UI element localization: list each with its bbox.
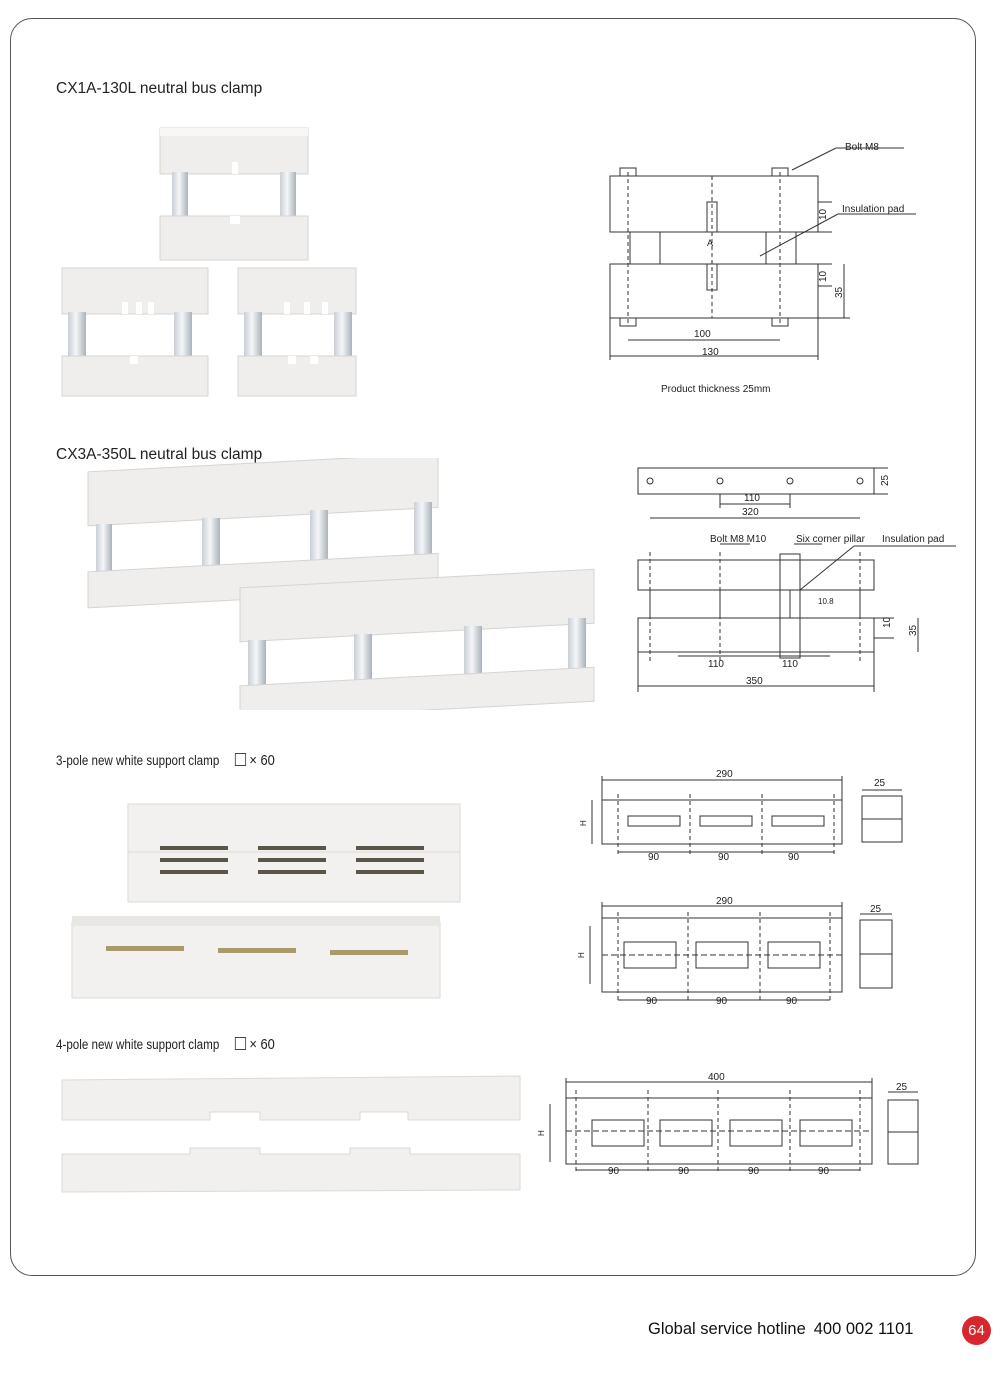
page-number-badge: 64 <box>962 1316 991 1345</box>
4pole-d-h: H <box>537 1130 546 1136</box>
section-title-4pole <box>56 1036 275 1053</box>
cx1a-dim-10b: 10 <box>818 270 829 282</box>
3pole-d2-side: 25 <box>870 904 882 915</box>
3pole-d1-h: H <box>579 820 588 826</box>
cx1a-label-a: A <box>707 238 714 248</box>
cx1a-product-photo <box>52 120 362 402</box>
4pole-d-top: 400 <box>708 1072 725 1083</box>
3pole-d2-n3: 90 <box>786 996 798 1007</box>
3pole-d2-n2: 90 <box>716 996 728 1007</box>
cx3a-dim-10: 10 <box>882 616 893 628</box>
cx3a-product-photo <box>84 458 600 710</box>
footer-hotline <box>648 1320 913 1339</box>
cx1a-dim-100: 100 <box>694 329 711 340</box>
3pole-drawing-1 <box>574 768 914 862</box>
section-title-cx1a: CX1A-130L neutral bus clamp <box>56 80 263 97</box>
cx3a-dim-10-8: 10.8 <box>818 597 834 606</box>
4pole-d-n4: 90 <box>818 1166 830 1176</box>
3pole-d1-side: 25 <box>874 778 886 789</box>
cx3a-label-pad: Insulation pad <box>882 534 945 545</box>
3pole-product-photo <box>68 798 464 1004</box>
3pole-d1-n3: 90 <box>788 852 800 862</box>
cx3a-dim-25: 25 <box>880 474 891 486</box>
3pole-qty: × 60 <box>249 752 275 769</box>
cx3a-dim-35: 35 <box>908 624 919 636</box>
3pole-d2-n1: 90 <box>646 996 658 1007</box>
4pole-product-photo <box>60 1072 524 1194</box>
cx3a-dim-320: 320 <box>742 507 759 518</box>
4pole-qty: × 60 <box>249 1036 275 1053</box>
cx3a-dim-110a: 110 <box>708 659 724 670</box>
cx1a-label-pad: Insulation pad <box>842 204 905 215</box>
3pole-checkbox[interactable] <box>235 753 246 766</box>
cx1a-label-bolt: Bolt M8 <box>845 142 879 153</box>
3pole-d2-h: H <box>577 952 586 958</box>
cx1a-dim-130: 130 <box>702 347 719 358</box>
cx3a-dim-110b: 110 <box>782 659 798 670</box>
4pole-d-n1: 90 <box>608 1166 620 1176</box>
4pole-drawing <box>536 1066 932 1176</box>
3pole-d1-top: 290 <box>716 769 733 780</box>
section-title-3pole <box>56 752 275 769</box>
cx1a-technical-drawing <box>590 136 930 368</box>
3pole-d1-n1: 90 <box>648 852 660 862</box>
cx3a-label-pillar: Six corner pillar <box>796 534 865 545</box>
4pole-checkbox[interactable] <box>235 1037 246 1050</box>
3pole-d2-top: 290 <box>716 896 733 907</box>
3pole-d1-n2: 90 <box>718 852 730 862</box>
4pole-d-n3: 90 <box>748 1166 760 1176</box>
cx3a-dim-110-top: 110 <box>744 493 760 504</box>
cx3a-technical-drawing <box>628 462 964 696</box>
cx3a-label-bolt: Bolt M8 M10 <box>710 534 767 545</box>
3pole-drawing-2 <box>574 892 914 1008</box>
cx3a-dim-350: 350 <box>746 676 763 687</box>
cx1a-thickness-note: Product thickness 25mm <box>661 384 771 395</box>
section-title-cx3a: CX3A-350L neutral bus clamp <box>56 446 263 463</box>
hotline-label: Global service hotline <box>648 1320 806 1338</box>
3pole-title-text: 3-pole new white support clamp <box>56 753 220 768</box>
4pole-title-text: 4-pole new white support clamp <box>56 1037 220 1052</box>
hotline-number: 400 002 1101 <box>813 1320 914 1338</box>
4pole-d-n2: 90 <box>678 1166 690 1176</box>
cx1a-dim-10a: 10 <box>818 208 829 220</box>
cx1a-dim-35: 35 <box>834 286 845 298</box>
4pole-d-side: 25 <box>896 1082 908 1093</box>
